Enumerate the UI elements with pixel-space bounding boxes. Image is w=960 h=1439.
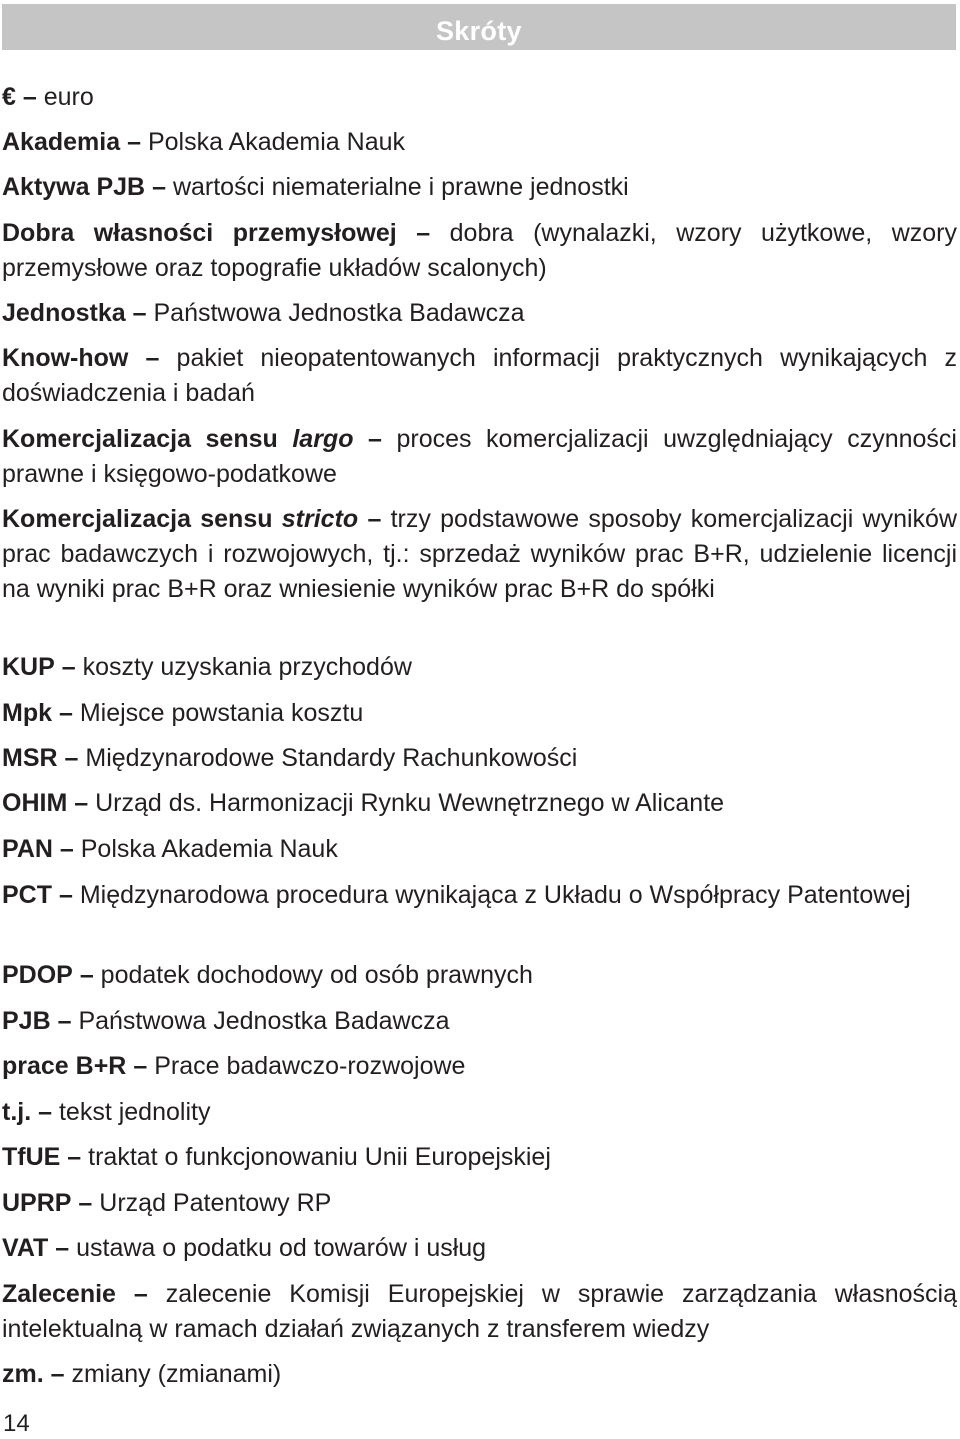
separator-dash: –	[145, 344, 160, 372]
abbreviation-term: prace B+R	[2, 1052, 127, 1080]
abbreviation-term: KUP	[2, 653, 55, 681]
abbreviation-entry	[2, 422, 957, 492]
separator-dash: –	[50, 1360, 65, 1388]
abbreviation-term: €	[2, 83, 16, 111]
abbreviation-entry	[2, 1004, 957, 1039]
abbreviation-entry	[2, 1357, 957, 1392]
section-title: Skróty	[436, 16, 522, 46]
abbreviation-definition: Polska Akademia Nauk	[147, 128, 406, 156]
abbreviation-definition: podatek dochodowy od osób prawnych	[100, 961, 533, 989]
separator-dash: –	[74, 789, 89, 817]
separator-dash: –	[61, 653, 76, 681]
separator-dash: –	[133, 1052, 148, 1080]
abbreviation-term: PCT	[2, 881, 52, 909]
separator-dash: –	[152, 173, 166, 201]
abbreviation-definition: euro	[43, 83, 94, 111]
abbreviation-entry	[2, 878, 957, 913]
abbreviation-definition: Urząd ds. Harmonizacji Rynku Wewnętrznego w Alicante	[95, 789, 725, 817]
abbreviation-definition: Polska Akademia Nauk	[80, 835, 338, 863]
abbreviation-entry	[2, 125, 957, 160]
abbreviation-definition: Prace badawczo-rozwojowe	[154, 1052, 466, 1080]
abbreviation-term: UPRP	[2, 1189, 72, 1217]
abbreviation-entry	[2, 832, 957, 867]
abbreviation-term: PDOP	[2, 961, 73, 989]
abbreviation-entry	[2, 502, 957, 607]
abbreviation-term: Mpk	[2, 699, 52, 727]
abbreviation-entry	[2, 696, 957, 731]
separator-dash: –	[22, 83, 37, 111]
abbreviation-term-italic: stricto	[281, 505, 359, 533]
abbreviation-entry	[2, 341, 957, 411]
abbreviation-term: MSR	[2, 744, 58, 772]
abbreviation-definition: pakiet nieopatentowanych informacji praktycznych wynikających z doświadczenia i badań	[2, 344, 957, 407]
abbreviation-definition: Państwowa Jednostka Badawcza	[78, 1007, 450, 1035]
separator-dash: –	[79, 961, 94, 989]
abbreviation-entry	[2, 216, 957, 286]
abbreviation-term: Akademia	[2, 128, 121, 156]
abbreviation-term: Komercjalizacja sensu	[2, 425, 278, 453]
abbreviation-definition: Państwowa Jednostka Badawcza	[153, 299, 525, 327]
abbreviation-entry	[2, 1095, 957, 1130]
separator-dash: –	[67, 1143, 82, 1171]
abbreviation-entry	[2, 1186, 957, 1221]
abbreviation-entry	[2, 1277, 957, 1347]
separator-dash: –	[55, 1234, 70, 1262]
abbreviation-entry	[2, 650, 957, 685]
abbreviation-definition: Międzynarodowa procedura wynikająca z Układu o Współpracy Patentowej	[79, 881, 911, 909]
separator-dash: –	[38, 1098, 53, 1126]
abbreviation-term: zm.	[2, 1360, 44, 1388]
separator-dash: –	[58, 699, 73, 727]
separator-dash: –	[57, 1007, 72, 1035]
abbreviation-entry	[2, 80, 957, 115]
abbreviation-definition: trzy podstawowe sposoby komercjalizacji wyników prac badawczych i rozwojowych, tj.: sprzedaż wyników prac B+R, udzielenie licencji na wyniki prac B+R oraz wniesienie wyników prac B+R do spółki	[2, 505, 957, 603]
abbreviation-term: Zalecenie	[2, 1280, 116, 1308]
section-header-bar	[2, 4, 956, 50]
abbreviation-entry	[2, 786, 957, 821]
separator-dash: –	[64, 744, 79, 772]
abbreviation-entry	[2, 1140, 957, 1175]
separator-dash: –	[78, 1189, 93, 1217]
abbreviation-definition: Międzynarodowe Standardy Rachunkowości	[85, 744, 578, 772]
separator-dash: –	[59, 835, 74, 863]
abbreviation-definition: dobra (wynalazki, wzory użytkowe, wzory przemysłowe oraz topografie układów scalonych)	[2, 219, 957, 282]
abbreviation-definition: Urząd Patentowy RP	[99, 1189, 332, 1217]
abbreviation-term: t.j.	[2, 1098, 32, 1126]
abbreviation-term: PJB	[2, 1007, 51, 1035]
abbreviation-term-italic: largo	[292, 425, 354, 453]
abbreviation-term: Komercjalizacja sensu	[2, 505, 273, 533]
abbreviation-term: OHIM	[2, 789, 68, 817]
abbreviation-definition: Miejsce powstania kosztu	[79, 699, 364, 727]
separator-dash: –	[58, 881, 73, 909]
abbreviation-term: Jednostka	[2, 299, 126, 327]
abbreviation-entry	[2, 1049, 957, 1084]
abbreviation-definition: wartości niematerialne i prawne jednostki	[172, 173, 629, 201]
separator-dash: –	[127, 128, 141, 156]
separator-dash: –	[367, 505, 382, 533]
separator-dash: –	[133, 1280, 148, 1308]
abbreviation-definition: proces komercjalizacji uwzględniający czynności prawne i księgowo-podatkowe	[2, 425, 957, 488]
separator-dash: –	[368, 425, 382, 453]
abbreviation-definition: zmiany (zmianami)	[71, 1360, 282, 1388]
abbreviation-term: Dobra własności przemysłowej	[2, 219, 397, 247]
abbreviation-entry	[2, 958, 957, 993]
abbreviation-term: PAN	[2, 835, 53, 863]
abbreviation-entry	[2, 741, 957, 776]
page-number: 14	[3, 1410, 30, 1437]
abbreviation-entry	[2, 170, 957, 205]
abbreviation-definition: koszty uzyskania przychodów	[82, 653, 412, 681]
abbreviation-term: Aktywa PJB	[2, 173, 146, 201]
abbreviation-term: Know-how	[2, 344, 129, 372]
separator-dash: –	[132, 299, 147, 327]
abbreviation-definition: zalecenie Komisji Europejskiej w sprawie zarządzania własnością intelektualną w ramach działań związanych z transferem wiedzy	[2, 1280, 957, 1343]
abbreviation-definition: ustawa o podatku od towarów i usług	[76, 1234, 487, 1262]
abbreviation-entry	[2, 1231, 957, 1266]
abbreviation-entry	[2, 296, 957, 331]
abbreviation-term: TfUE	[2, 1143, 61, 1171]
abbreviation-definition: tekst jednolity	[58, 1098, 211, 1126]
abbreviation-term: VAT	[2, 1234, 49, 1262]
separator-dash: –	[416, 219, 431, 247]
abbreviation-definition: traktat o funkcjonowaniu Unii Europejskiej	[88, 1143, 551, 1171]
